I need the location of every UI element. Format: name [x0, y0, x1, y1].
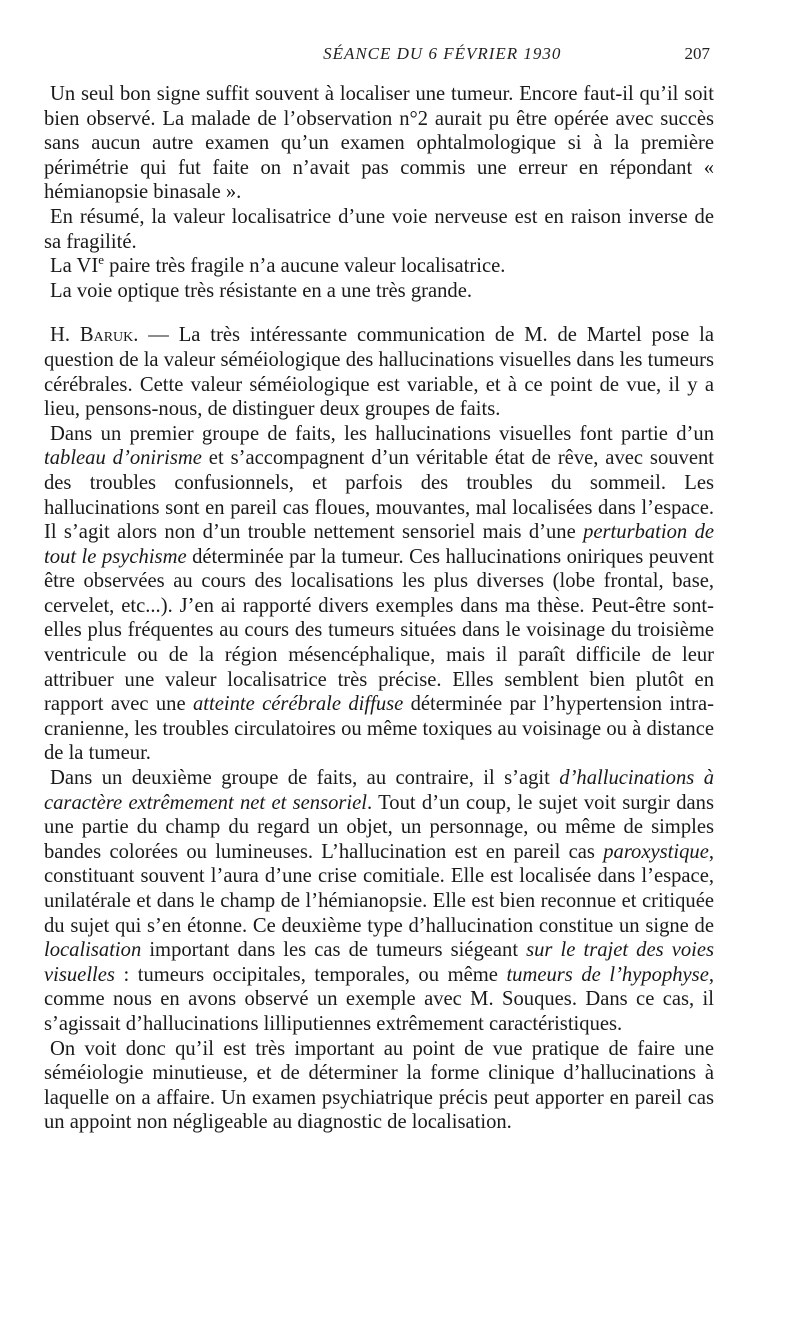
- text-span: La voie optique très résistante en a une très grande.: [50, 279, 473, 302]
- text-span: Un seul bon signe suffit souvent à localiser une tumeur. Encore faut-il qu’il soit bien observé. La malade de l’observation n°2 aurait pu être opérée avec succès sans aucun autre examen qu’un examen ophtalmologique si à la première périmétrie qui fut faite on n’avait pas commis une erreur en répondant « hémianopsie binasale ».: [44, 83, 714, 204]
- text-span: déterminée par la tumeur. Ces hallucinations oniriques peuvent être observées au cours des localisations les plus diverses (lobe frontal, base, cervelet, etc...). J’en ai rapporté divers exemples dans ma thèse. Peut-être sont-elles plus fréquentes au cours des tumeurs situées dans le voisinage du troisième ventricule ou de la région mésencéphalique, mais il paraît difficile de leur attribuer une valeur localisatrice très précise. Elles semblent bien plutôt en rapport avec une: [44, 545, 714, 716]
- italic-span: perturbation de tout le psychisme: [44, 521, 715, 568]
- author-name: Baruk: [79, 324, 134, 347]
- body-text: [44, 82, 714, 1135]
- italic-span: localisation: [44, 939, 142, 962]
- paragraph: [44, 323, 714, 421]
- text-span: , constituant souvent l’aura d’une crise comitiale. Elle est localisée dans l’espace, unilatérale et dans le champ de l’hémianopsie. Elle est bien reconnue et critiquée du sujet qui s’en étonne. Ce deuxième type d’hallucination constitue un signe de: [44, 840, 714, 937]
- paragraph: [44, 205, 714, 254]
- paragraph: [44, 1037, 714, 1135]
- superscript: e: [98, 252, 105, 268]
- paragraph: [44, 279, 714, 304]
- paragraph: [44, 422, 714, 766]
- italic-span: tableau d’onirisme: [44, 447, 202, 470]
- page-number: 207: [684, 44, 710, 63]
- text-span: Dans un premier groupe de faits, les hallucinations visuelles font partie d’un: [50, 422, 714, 445]
- italic-span: atteinte cérébrale diffuse: [192, 693, 404, 716]
- italic-span: sur le trajet des voies visuelles: [44, 939, 715, 986]
- text-span: H.: [50, 324, 80, 347]
- text-span: déterminée par l’hypertension intra-cranienne, les troubles circulatoires ou même toxiques au voisinage ou à distance de la tumeur.: [44, 693, 714, 765]
- paragraph: [44, 766, 714, 1037]
- italic-span: paroxystique: [603, 840, 709, 863]
- text-span: . Tout d’un coup, le sujet voit surgir dans une partie du champ du regard un objet, un personnage, ou même de simples bandes colorées ou lumineuses. L’hallucination est en pareil cas: [44, 791, 714, 863]
- text-span: En résumé, la valeur localisatrice d’une voie nerveuse est en raison inverse de sa fragilité.: [44, 205, 714, 253]
- text-span: paire très fragile n’a aucune valeur localisatrice.: [104, 255, 506, 278]
- text-span: et s’accompagnent d’un véritable état de rêve, avec souvent des troubles confusionnels, et parfois des troubles du sommeil. Les hallucinations sont en pareil cas floues, mouvantes, mal localisées dans l’espace. Il s’agit alors non d’un trouble nettement sensoriel mais d’une: [44, 447, 714, 544]
- text-span: important dans les cas de tumeurs siégeant: [141, 939, 527, 962]
- text-span: Dans un deuxième groupe de faits, au contraire, il s’agit: [50, 767, 560, 790]
- text-span: : tumeurs occipitales, temporales, ou même: [114, 963, 507, 986]
- running-title: SÉANCE DU 6 FÉVRIER 1930: [323, 44, 562, 63]
- text-span: . — La très intéressante communication de M. de Martel pose la question de la valeur séméiologique des hallucinations visuelles dans les tumeurs cérébrales. Cette valeur séméiologique est variable, et à ce point de vue, il y a lieu, pensons-nous, de distinguer deux groupes de faits.: [44, 324, 714, 421]
- italic-span: tumeurs de l’hypophyse: [506, 963, 709, 986]
- paragraph: [44, 254, 714, 279]
- text-span: On voit donc qu’il est très important au point de vue pratique de faire une séméiologie minutieuse, et de déterminer la forme clinique d’hallucinations à laquelle on a affaire. Un examen psychiatrique précis peut apporter en pareil cas un appoint non négligeable au diagnostic de localisation.: [44, 1037, 714, 1134]
- paragraph: [44, 82, 714, 205]
- text-span: , comme nous en avons observé un exemple avec M. Souques. Dans ce cas, il s’agissait d’hallucinations lilliputiennes extrêmement caractéristiques.: [44, 963, 714, 1035]
- running-header: [60, 44, 710, 72]
- text-span: La VI: [50, 255, 99, 278]
- italic-span: d’hallucinations à caractère extrêmement net et sensoriel: [44, 767, 714, 814]
